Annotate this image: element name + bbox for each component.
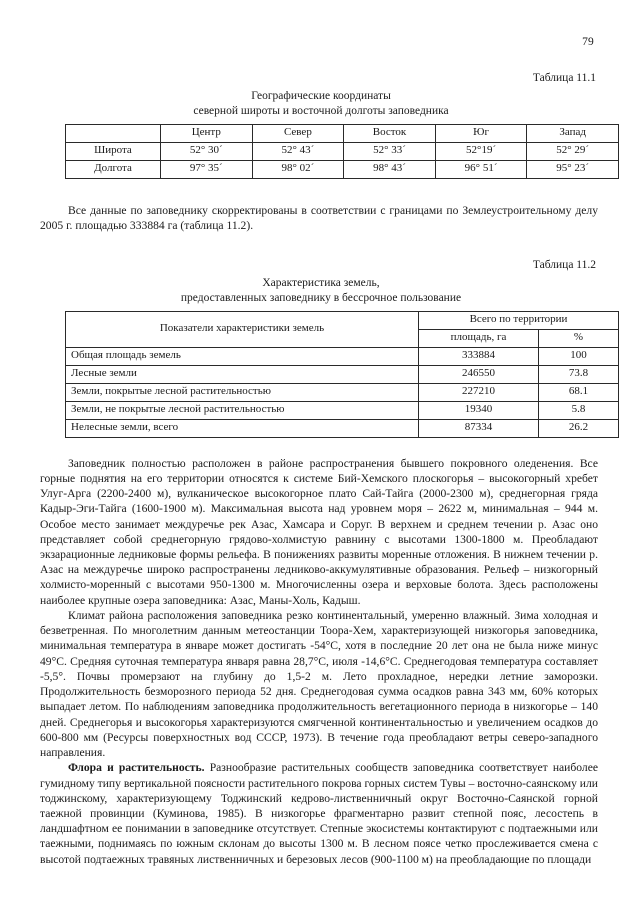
cell-land-percent: 68.1	[539, 383, 619, 401]
cell-land-area: 333884	[419, 347, 539, 365]
table-2-title-line2: предоставленных заповеднику в бессрочное пользование	[180, 292, 462, 305]
table-1-header-blank	[66, 124, 161, 142]
cell-land-percent: 26.2	[539, 419, 619, 437]
cell-land-name: Земли, не покрытые лесной растительностью	[66, 401, 419, 419]
cell-land-area: 19340	[419, 401, 539, 419]
table-2-header-area-ha: площадь, га	[419, 329, 539, 347]
paragraph-land-survey: Все данные по заповеднику скорректированы в соответствии с границами по Землеустроительному делу 2005 г. площадью 333884 га (таблица 11.2).	[40, 203, 598, 232]
paragraph-flora-heading: Флора и растительность.	[68, 761, 205, 775]
cell-land-percent: 5.8	[539, 401, 619, 419]
table-1-header-south: Юг	[435, 124, 527, 142]
cell-latitude-center: 52° 30´	[161, 142, 253, 160]
cell-latitude-west: 52° 29´	[527, 142, 619, 160]
table-row	[66, 419, 619, 437]
cell-latitude-east: 52° 33´	[344, 142, 436, 160]
cell-latitude-south: 52°19´	[435, 142, 527, 160]
cell-land-area: 227210	[419, 383, 539, 401]
table-1-title-line2: северной широты и восточной долготы заповедника	[193, 105, 449, 118]
table-1-header-west: Запад	[527, 124, 619, 142]
table-2-header-indicators: Показатели характеристики земель	[66, 311, 419, 347]
cell-longitude-center: 97° 35´	[161, 160, 253, 178]
table-2-header-percent: %	[539, 329, 619, 347]
cell-land-percent: 73.8	[539, 365, 619, 383]
table-1-header-north: Север	[252, 124, 344, 142]
table-2-header-total-territory: Всего по территории	[419, 311, 619, 329]
table-row	[66, 160, 619, 178]
row-label-longitude: Долгота	[66, 160, 161, 178]
cell-latitude-north: 52° 43´	[252, 142, 344, 160]
page-number: 79	[582, 36, 594, 48]
table-geographic-coordinates	[65, 124, 619, 179]
cell-land-percent: 100	[539, 347, 619, 365]
table-row	[66, 401, 619, 419]
cell-longitude-west: 95° 23´	[527, 160, 619, 178]
paragraph-relief: Заповедник полностью расположен в районе распространения бывшего покровного оледенения. Все горные поднятия на его территории относятся к системе Бий-Хемского плоскогорья – высокогорный хребет Улуг-Арга (2200-2400 м), вулканическое высокогорное плато Сай-Тайга (2000-2300 м), среднегорная гряда Кадыр-Эги-Тайга (1600-1900 м). Максимальная высота над уровнем моря – 2622 м, минимальная – 944 м. Особое место занимает междуречье рек Азас, Хамсара и Соруг. В верхнем и среднем течении р. Азас оно представляет собой среднегорную грядово-холмистую равнину с высотами 1300-1800 м. Преобладают экзарационные ледниковые формы рельефа. В понижениях развиты моренные отложения. В нижнем течении р. Азас на междуречье широко распространены ледниково-аккумулятивные образования. Рельеф – низкогорный холмисто-моренный с высотами 950-1300 м. Многочисленны озера и верховые болота. Здесь расположены наиболее крупные озера заповедника: Азас, Маны-Холь, Кадыш.	[40, 456, 598, 607]
cell-longitude-south: 96° 51´	[435, 160, 527, 178]
table-row	[66, 347, 619, 365]
paragraph-climate: Климат района расположения заповедника резко континентальный, умеренно влажный. Зима холодная и безветренная. По многолетним данным метеостанции Тоора-Хем, характеризующей низкогорья заповедника, минимальная температура в январе может достигать -54°С, хотя в последние 20 лет она не была ниже минус 49°С. Средняя суточная температура января равна 28,7°С, июля -14,6°С. Среднегодовая температура составляет -5,5°. Почвы промерзают на глубину до 1,5-2 м. Лето прохладное, нередки летние заморозки. Продолжительность безморозного периода 52 дня. Среднегодовая сумма осадков равна 343 мм, 60% которых выпадает летом. По наблюдениям заповедника продолжительность вегетационного периода в низкогорье – 140 дней. Среднегорья и высокогорья характеризуются смягченной континентальностью и увеличением осадков до 600-800 мм (Ресурсы поверхностных вод СССР, 1973). В течение года преобладают ветры северо-западного направления.	[40, 608, 598, 760]
cell-land-name: Земли, покрытые лесной растительностью	[66, 383, 419, 401]
cell-land-name: Общая площадь земель	[66, 347, 419, 365]
row-label-latitude: Широта	[66, 142, 161, 160]
table-row	[66, 365, 619, 383]
table-row	[66, 124, 619, 142]
table-2-title	[40, 276, 618, 307]
table-1-title	[40, 89, 618, 120]
cell-land-area: 246550	[419, 365, 539, 383]
cell-land-name: Лесные земли	[66, 365, 419, 383]
paragraph-flora-text: Разнообразие растительных сообществ заповедника соответствует наиболее гумидному типу вертикальной поясности растительного покрова горных систем Тувы – восточно-саянскому или тоджинскому, характеризующему Тоджинский кедрово-лиственничный округ Восточно-Саянской горной таежной провинции (Куминова, 1985). В низкогорье фрагментарно развит степной пояс, лесостепь в ландшафтном ее понимании в заповеднике отсутствует. Степные экосистемы контактируют с подтаежными или таежными, поднимаясь по южным склонам до высоты 1300 м. В лесном поясе четко прослеживается смена с высотой подтаежных травяных лиственничных и березовых лесов (900-1100 м) на преобладающие по площади	[40, 761, 598, 866]
cell-land-name: Нелесные земли, всего	[66, 419, 419, 437]
cell-longitude-north: 98° 02´	[252, 160, 344, 178]
table-row	[66, 142, 619, 160]
table-1-header-center: Центр	[161, 124, 253, 142]
paragraph-flora	[40, 760, 618, 867]
table-2-label: Таблица 11.2	[532, 259, 596, 272]
table-land-characteristics	[65, 311, 619, 438]
table-1-label: Таблица 11.1	[532, 72, 596, 84]
table-2-title-line1: Характеристика земель,	[262, 277, 380, 290]
table-row	[66, 383, 619, 401]
cell-land-area: 87334	[419, 419, 539, 437]
table-1-title-line1: Географические координаты	[251, 90, 391, 102]
table-1-header-east: Восток	[344, 124, 436, 142]
cell-longitude-east: 98° 43´	[344, 160, 436, 178]
table-row	[66, 311, 619, 329]
main-text-block	[40, 456, 618, 867]
